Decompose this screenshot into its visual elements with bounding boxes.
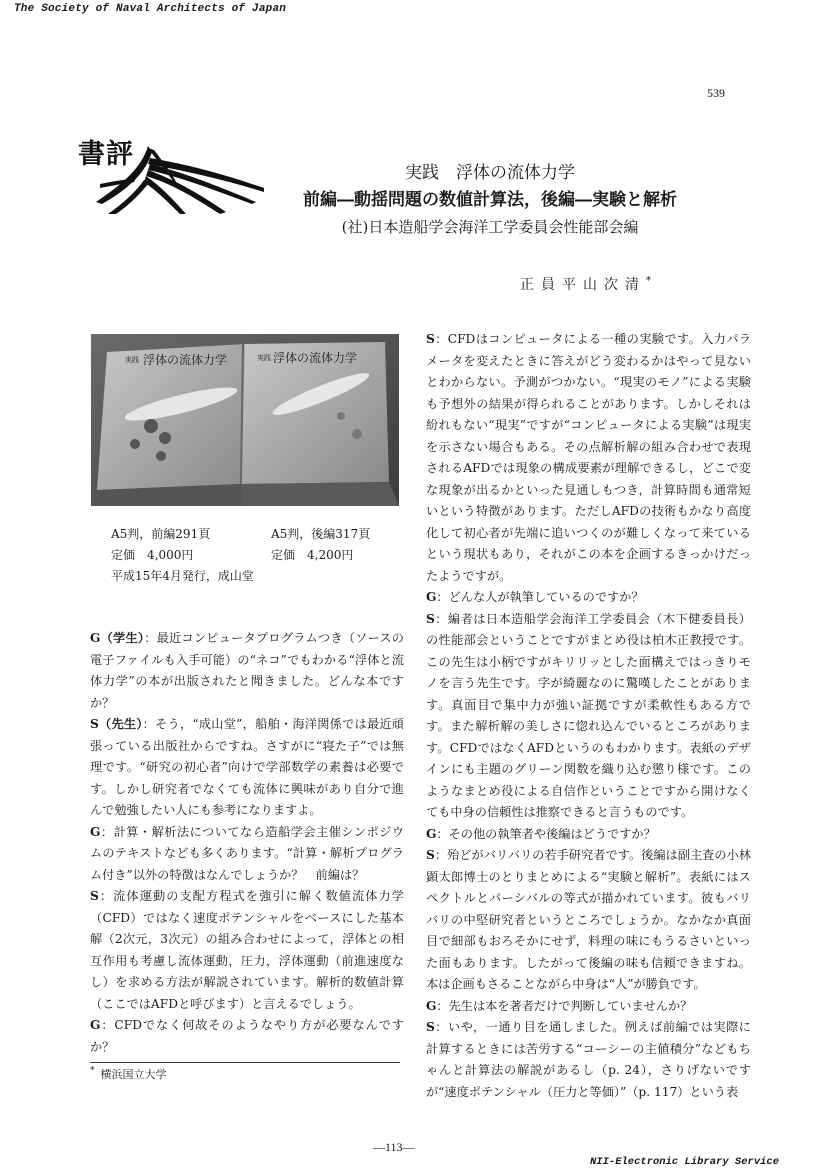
- author-name: 正員平山次清: [520, 277, 646, 293]
- footnote-mark: *: [90, 1066, 95, 1077]
- author-line: [520, 274, 651, 294]
- book1-price: 定価 4,000円: [111, 548, 194, 562]
- dialogue-text: ：どんな人が執筆しているのですか？: [436, 590, 644, 604]
- speaker-label: S: [426, 1020, 435, 1034]
- book-specs: [111, 524, 370, 587]
- dialogue-text: ：編者は日本造船学会海洋工学委員会（木下健委員長）の性能部会ということですがまとめ役は柏木正教授です。この先生は小柄ですがキリリッとした面構えではっきりモノを言う先生です。字が綺麗なのに驚嘆したことがあります。真面目で集中力が強い証拠ですが柔軟性もある方です。また解析解の美しさに惚れ込んでいるところがあります。CFDではなくAFDというのもわかります。表紙のデザインにも主題のグリーン関数を織り込む懲り様です。このようなまとめ役による自信作ということですから開けなくても中身の信頼性は推察できると言うものです。: [426, 611, 751, 819]
- author-footnote-mark: *: [646, 275, 651, 287]
- book2-format: A5判，後編317頁: [271, 527, 371, 541]
- dialogue-paragraph: [90, 1015, 404, 1058]
- speaker-label: G: [426, 998, 437, 1013]
- dialogue-text: ：流体運動の支配方程式を強引に解く数値流体力学（CFD）ではなく速度ポテンシャルをベースにした基本解（2次元，3次元）の組み合わせによって，浮体との相互作用も考慮し流体運動，圧力，浮体運動（前進速度なし）を求める方法が解説されています。解析的数値計算（ここではAFDと呼びます）と言えるでしょう。: [90, 889, 404, 1011]
- dialogue-paragraph: [426, 329, 751, 587]
- publication-info: 平成15年4月発行，成山堂: [111, 569, 254, 583]
- dialogue-paragraph: [426, 587, 751, 609]
- book1-prefix: 実践: [125, 356, 139, 364]
- nii-footer: NII-Electronic Library Service: [590, 1156, 780, 1168]
- speaker-label: G: [90, 824, 101, 839]
- dialogue-paragraph: [90, 714, 404, 822]
- dialogue-text: ：そう，“成山堂”，船舶・海洋関係では最近頑張っている出版社からですね。さすがに“寝た子”では無理です。“研究の初心者”向けで学部数学の素養は必要です。しかし研究者でなくても流体に興味があり自分で進んで勉強したい人にも参考になりますよ。: [90, 717, 404, 817]
- dialogue-paragraph: [426, 1017, 751, 1103]
- speaker-label: G: [426, 590, 437, 604]
- book-review-logo: [76, 132, 266, 216]
- dialogue-text: ：最近コンピュータプログラムつき（ソースの電子ファイルも入手可能）の“ネコ”でもわかる“浮体と流体力学”の本が出版されたと聞きました。どんな本ですか？: [90, 631, 404, 710]
- book2-prefix: 実践: [257, 354, 271, 362]
- brush-stroke-icon: [76, 132, 266, 216]
- footnote-divider: [90, 1062, 400, 1063]
- dialogue-text: ：計算・解析法についてなら造船学会主催シンポジウムのテキストなども多くあります。“計算・解析プログラム付き”以外の特徴はなんでしょうか？ 前編は？: [90, 824, 404, 882]
- dialogue-paragraph: [90, 628, 404, 714]
- book1-title: 浮体の流体力学: [143, 353, 228, 367]
- society-header: The Society of Naval Architects of Japan: [14, 3, 287, 15]
- dialogue-paragraph: [426, 609, 751, 824]
- review-title: [250, 160, 730, 240]
- dialogue-paragraph: [90, 886, 404, 1015]
- book1-format: A5判，前編291頁: [111, 527, 211, 541]
- page-footer-number: ―113―: [373, 1140, 415, 1154]
- speaker-label: S: [90, 889, 99, 903]
- book-cover-photo: [91, 334, 399, 506]
- speaker-label: G: [426, 826, 437, 841]
- speaker-label: G: [90, 1018, 101, 1032]
- dialogue-paragraph: [426, 824, 751, 846]
- right-column-dialogue: [426, 329, 751, 1103]
- footnote: [90, 1066, 167, 1082]
- speaker-label: S: [426, 848, 435, 862]
- speaker-label: G（学生）: [90, 631, 145, 645]
- dialogue-text: ：CFDでなく何故そのようなやり方が必要なんですか？: [90, 1018, 404, 1054]
- speaker-label: S: [426, 611, 435, 626]
- left-column-dialogue: [90, 628, 404, 1058]
- book2-title: 浮体の流体力学: [273, 351, 358, 365]
- title-main: 実践 浮体の流体力学: [405, 163, 575, 183]
- dialogue-text: ：CFDはコンピュータによる一種の実験です。入力パラメータを変えたときに答えがどう変わるかはやって見ないとわからない。予測がつかない。“現実のモノ”による実験も予想外の結果が得られることがあります。しかしそれは紛れもない“現実”ですが“コンピュータによる実験”は現実を示さない場合もある。その点解析解の組み合わせで表現されるAFDでは現象の構成要素が理解できるし，どこで変な現象が出るかといった見通しもつき，計算時間も通常短いという特徴があります。ただしAFDの技術もかなり高度化して初心者が先端に追いつくのが難しくなって来ているという現状もあり，それがこの本を企画するきっかけだったようですが。: [426, 332, 751, 583]
- logo-text: 書評: [78, 139, 134, 170]
- dialogue-paragraph: [426, 845, 751, 996]
- dialogue-text: ：いや，一通り目を通しました。例えば前編では実際に計算するときには苦労する“コーシーの主値積分”などもちゃんと計算法の解説があるし（p. 24），さりげないですが“速度ポテンシャル（圧力と等価）”（p. 117）という表: [426, 1020, 751, 1099]
- speaker-label: S: [426, 332, 435, 346]
- dialogue-paragraph: [90, 822, 404, 887]
- title-subtitle: 前編―動揺問題の数値計算法，後編―実験と解析: [303, 190, 677, 210]
- dialogue-text: ：殆どがバリバリの若手研究者です。後編は副主査の小林顕太郎博士のとりまとめによる“実験と解析”。表紙にはスペクトルとパーシバルの等式が描かれています。彼もバリバリの中堅研究者というところでしょうか。なかなか真面目で細部もおろそかにせず，料理の味にもうるさいといった面もあります。したがって後編の味も信頼できますね。本は企画もさることながら中身は“人”が勝負です。: [426, 848, 751, 991]
- dialogue-text: ：その他の執筆者や後編はどうですか？: [436, 826, 656, 841]
- page-number: 539: [707, 86, 725, 100]
- title-editor: (社)日本造船学会海洋工学委員会性能部会編: [341, 218, 639, 236]
- book2-price: 定価 4,200円: [271, 548, 354, 562]
- dialogue-text: ：先生は本を著者だけで判断していませんか？: [436, 998, 693, 1013]
- footnote-affiliation: 横浜国立大学: [100, 1068, 167, 1081]
- speaker-label: S（先生）: [90, 717, 143, 731]
- dialogue-paragraph: [426, 996, 751, 1018]
